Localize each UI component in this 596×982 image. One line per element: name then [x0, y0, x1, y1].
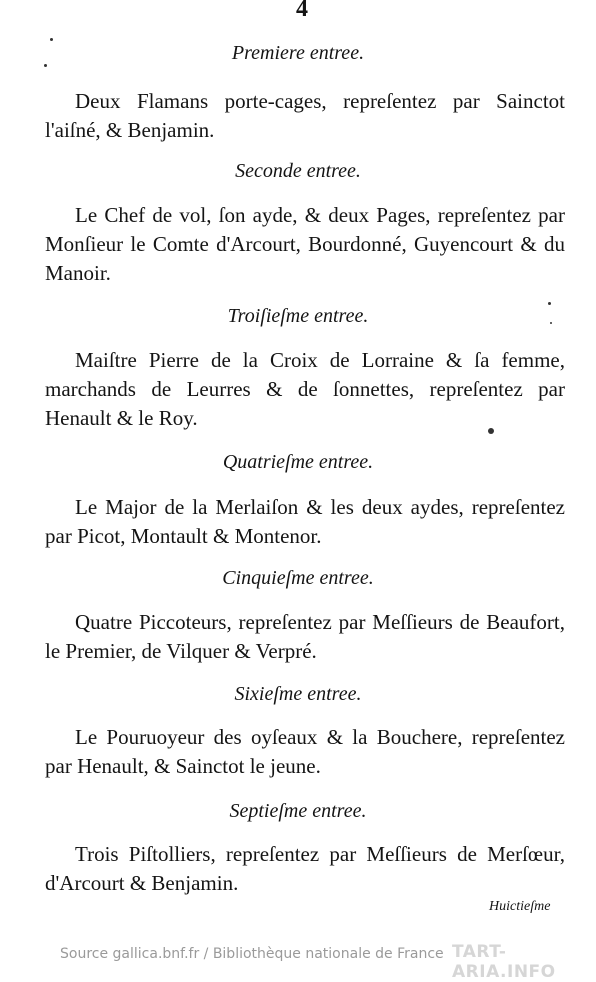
entry-text-5	[45, 608, 565, 666]
entry-text-2	[45, 201, 565, 288]
footer-source: Source gallica.bnf.fr / Bibliothèque nationale de France	[60, 946, 444, 962]
watermark: TART-ARIA.INFO	[452, 942, 556, 982]
entry-text-1	[45, 87, 565, 145]
entry-text-7	[45, 840, 565, 898]
entry-text-6-body: Le Pouruoyeur des oyſeaux & la Bouchere, repreſentez par Henault, & Sainctot le jeune.	[45, 725, 565, 778]
entry-heading-4: Quatrieſme entree.	[222, 451, 374, 473]
entry-text-7-body: Trois Piſtolliers, repreſentez par Meſſieurs de Merſœur, d'Arcourt & Benjamin.	[45, 842, 565, 895]
entry-heading-3: Troiſieſme entree.	[227, 305, 369, 327]
ink-speck	[50, 38, 53, 41]
entry-heading-1: Premiere entree.	[231, 42, 365, 64]
ink-speck	[548, 302, 551, 305]
entry-text-3	[45, 346, 565, 433]
entry-text-5-body: Quatre Piccoteurs, repreſentez par Meſſieurs de Beaufort, le Premier, de Vilquer & Verpré.	[45, 610, 565, 663]
entry-heading-5: Cinquieſme entree.	[222, 567, 374, 589]
ink-speck	[44, 64, 47, 67]
entry-text-2-body: Le Chef de vol, ſon ayde, & deux Pages, repreſentez par Monſieur le Comte d'Arcourt, Bourdonné, Guyencourt & du Manoir.	[45, 203, 565, 285]
entry-heading-6: Sixieſme entree.	[234, 683, 362, 705]
entry-text-3-body: Maiſtre Pierre de la Croix de Lorraine & ſa femme, marchands de Leurres & de ſonnettes, repreſentez par Henault & le Roy.	[45, 348, 565, 430]
entry-text-4-body: Le Major de la Merlaiſon & les deux aydes, repreſentez par Picot, Montault & Montenor.	[45, 495, 565, 548]
entry-text-4	[45, 493, 565, 551]
entry-text-6	[45, 723, 565, 781]
page-number: 4	[296, 0, 308, 22]
entry-heading-7: Septieſme entree.	[229, 800, 367, 822]
ink-speck	[488, 428, 494, 434]
entry-heading-2: Seconde entree.	[235, 160, 361, 182]
ink-speck	[550, 322, 552, 324]
entry-text-1-body: Deux Flamans porte-cages, repreſentez par Sainctot l'aiſné, & Benjamin.	[45, 89, 565, 142]
catchword: Huictieſme	[489, 899, 551, 914]
